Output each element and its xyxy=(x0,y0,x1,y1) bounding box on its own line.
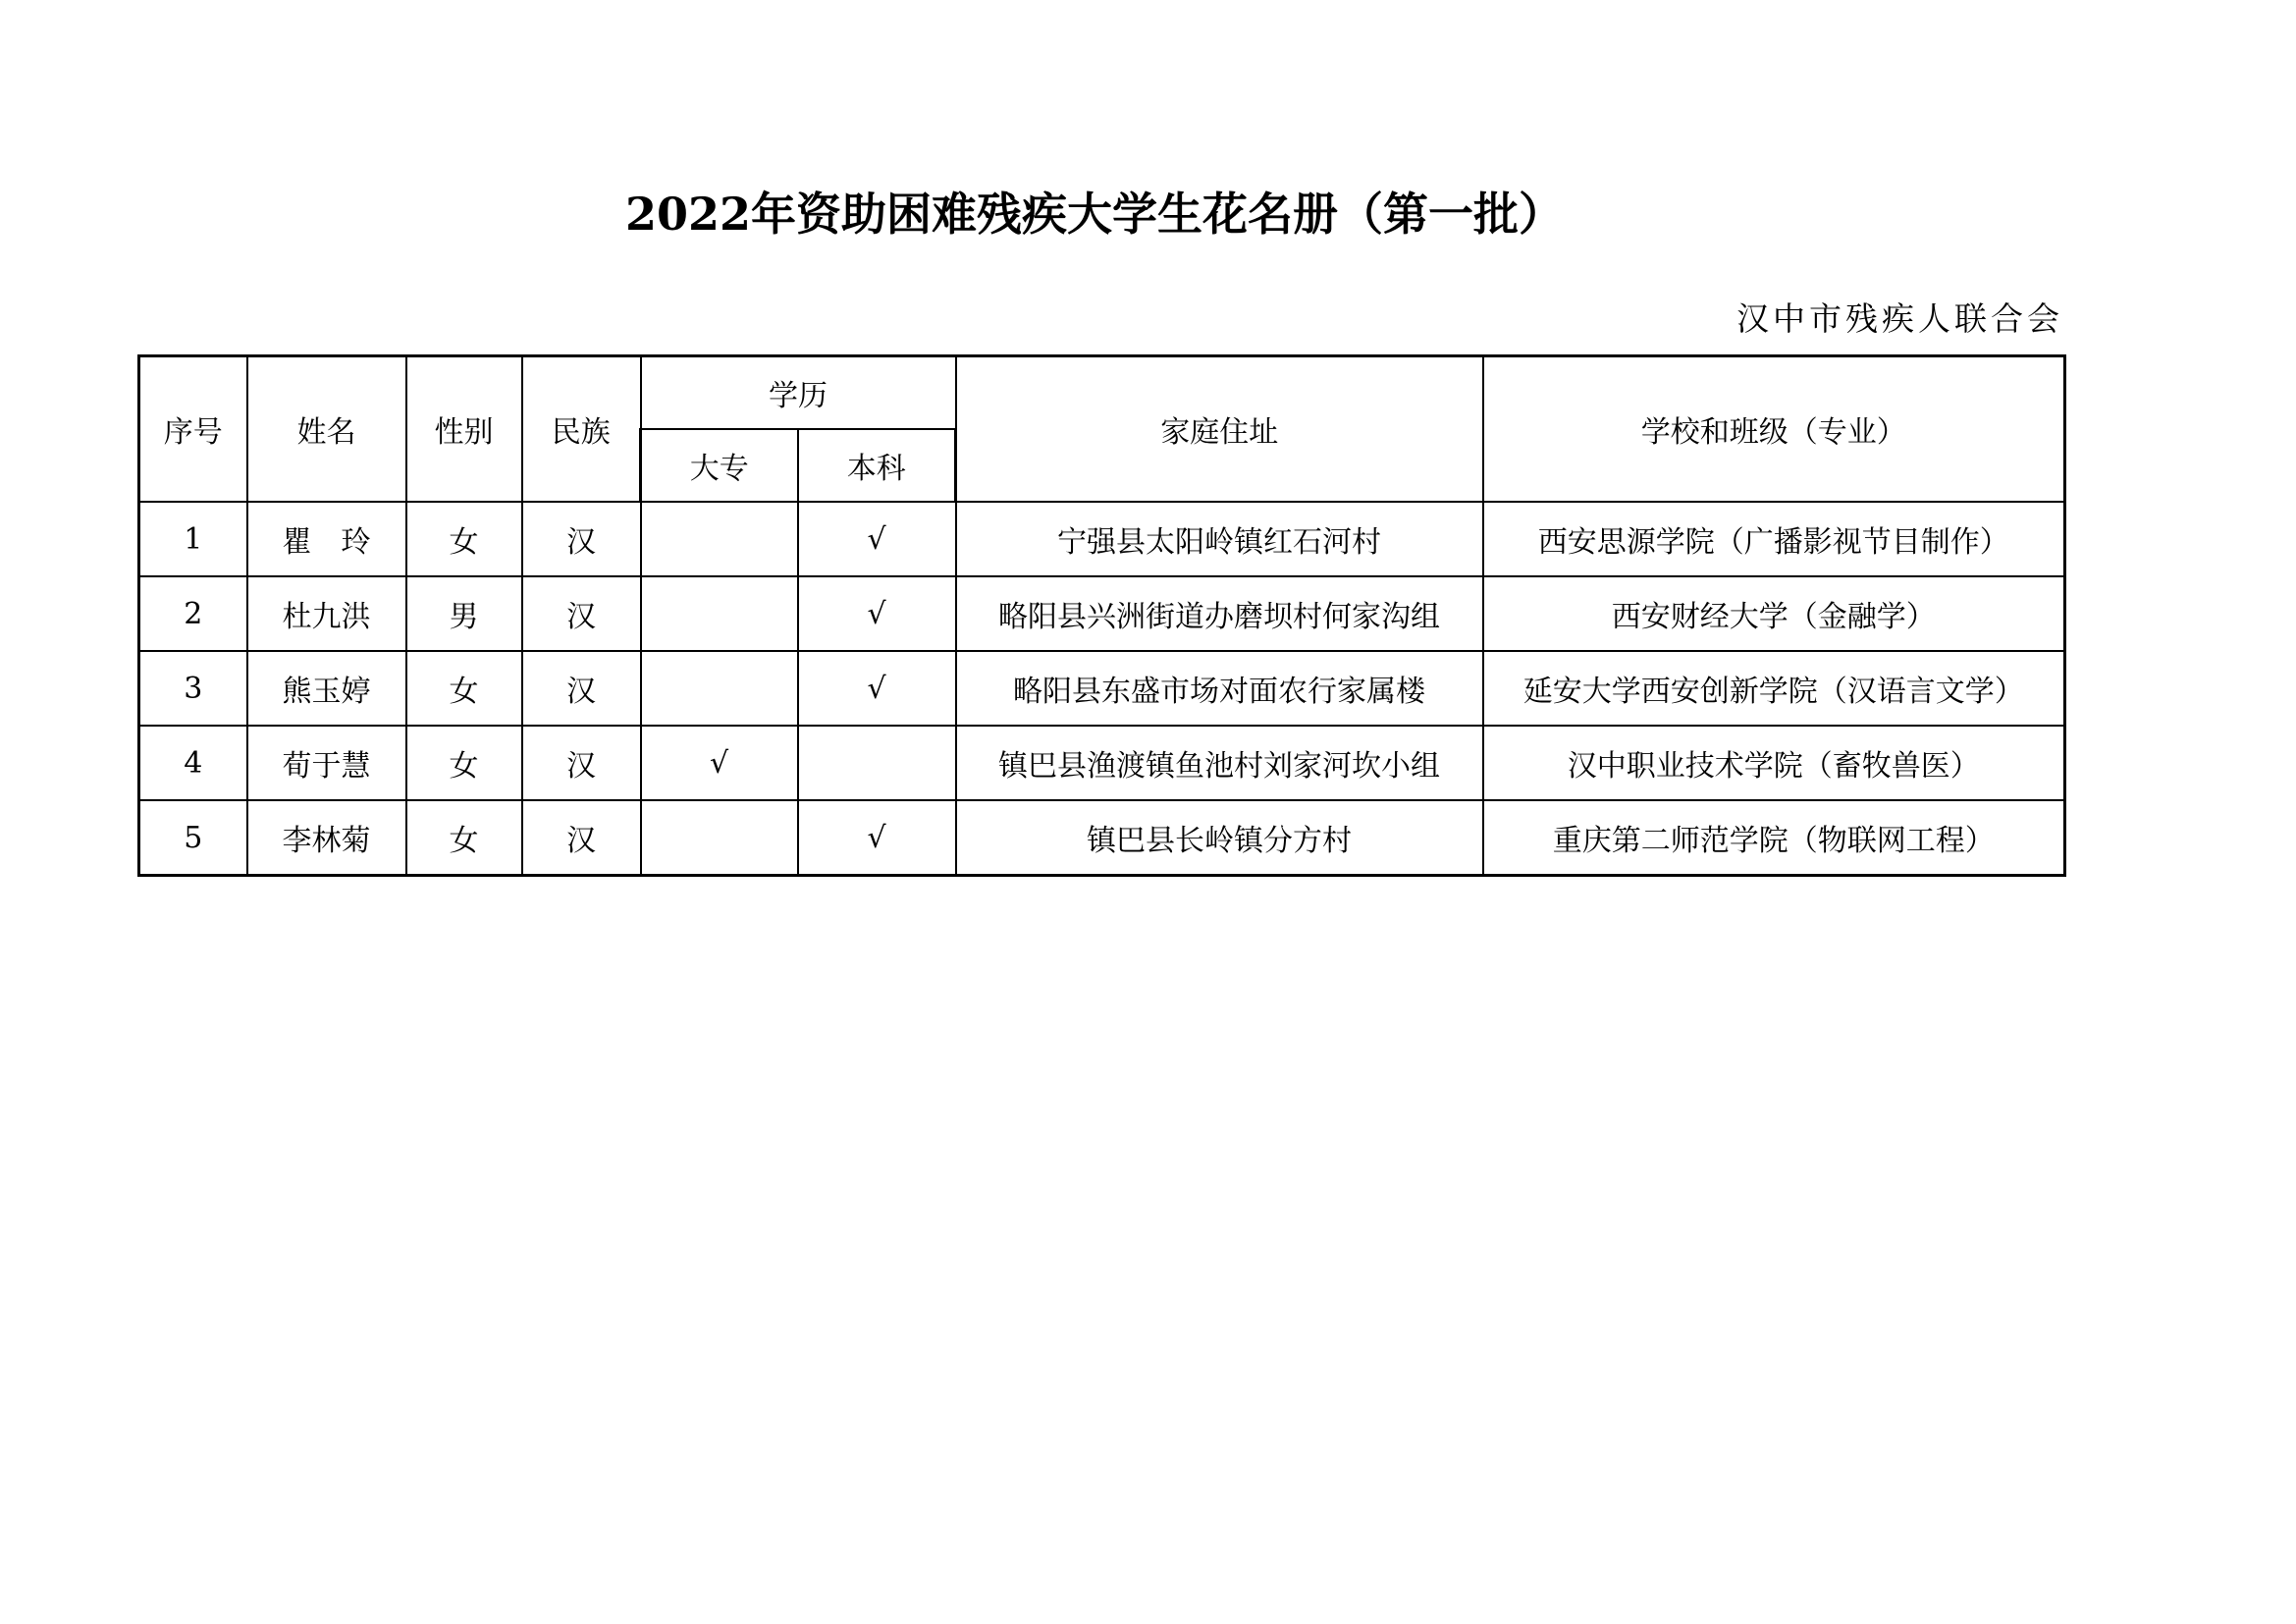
cell-school: 重庆第二师范学院（物联网工程） xyxy=(1483,800,2065,876)
cell-name: 李林菊 xyxy=(247,800,406,876)
cell-ethnicity: 汉 xyxy=(522,726,641,800)
cell-index: 1 xyxy=(139,502,247,576)
table-row xyxy=(139,576,2065,651)
cell-junior-college xyxy=(641,576,798,651)
cell-index: 3 xyxy=(139,651,247,726)
header-ethnicity: 民族 xyxy=(522,356,641,503)
cell-name: 瞿 玲 xyxy=(247,502,406,576)
header-education: 学历 xyxy=(641,356,956,430)
cell-address: 宁强县太阳岭镇红石河村 xyxy=(956,502,1483,576)
cell-index: 5 xyxy=(139,800,247,876)
cell-gender: 女 xyxy=(406,651,522,726)
cell-index: 4 xyxy=(139,726,247,800)
header-school: 学校和班级（专业） xyxy=(1483,356,2065,503)
header-undergraduate: 本科 xyxy=(798,429,956,502)
table-row xyxy=(139,502,2065,576)
cell-name: 杜九洪 xyxy=(247,576,406,651)
table-row xyxy=(139,726,2065,800)
cell-school: 西安思源学院（广播影视节目制作） xyxy=(1483,502,2065,576)
cell-junior-college xyxy=(641,800,798,876)
cell-gender: 女 xyxy=(406,726,522,800)
cell-junior-college xyxy=(641,502,798,576)
table-row xyxy=(139,800,2065,876)
cell-school: 延安大学西安创新学院（汉语言文学） xyxy=(1483,651,2065,726)
cell-undergraduate: √ xyxy=(798,651,956,726)
student-roster-table xyxy=(137,354,2066,877)
cell-address: 略阳县东盛市场对面农行家属楼 xyxy=(956,651,1483,726)
cell-undergraduate xyxy=(798,726,956,800)
cell-ethnicity: 汉 xyxy=(522,651,641,726)
cell-ethnicity: 汉 xyxy=(522,576,641,651)
cell-undergraduate: √ xyxy=(798,502,956,576)
header-junior-college: 大专 xyxy=(641,429,798,502)
cell-junior-college xyxy=(641,651,798,726)
cell-name: 熊玉婷 xyxy=(247,651,406,726)
header-name: 姓名 xyxy=(247,356,406,503)
cell-undergraduate: √ xyxy=(798,576,956,651)
cell-ethnicity: 汉 xyxy=(522,800,641,876)
cell-school: 汉中职业技术学院（畜牧兽医） xyxy=(1483,726,2065,800)
issuer-name: 汉中市残疾人联合会 xyxy=(1736,299,2063,338)
cell-address: 镇巴县长岭镇分方村 xyxy=(956,800,1483,876)
document-title: 2022年资助困难残疾大学生花名册（第一批） xyxy=(624,188,1565,241)
table-row xyxy=(139,651,2065,726)
cell-index: 2 xyxy=(139,576,247,651)
cell-gender: 女 xyxy=(406,502,522,576)
cell-address: 略阳县兴洲街道办磨坝村何家沟组 xyxy=(956,576,1483,651)
header-gender: 性别 xyxy=(406,356,522,503)
cell-name: 荀于慧 xyxy=(247,726,406,800)
header-address: 家庭住址 xyxy=(956,356,1483,503)
cell-junior-college: √ xyxy=(641,726,798,800)
cell-school: 西安财经大学（金融学） xyxy=(1483,576,2065,651)
cell-undergraduate: √ xyxy=(798,800,956,876)
cell-gender: 男 xyxy=(406,576,522,651)
header-index: 序号 xyxy=(139,356,247,503)
cell-address: 镇巴县渔渡镇鱼池村刘家河坎小组 xyxy=(956,726,1483,800)
cell-gender: 女 xyxy=(406,800,522,876)
cell-ethnicity: 汉 xyxy=(522,502,641,576)
